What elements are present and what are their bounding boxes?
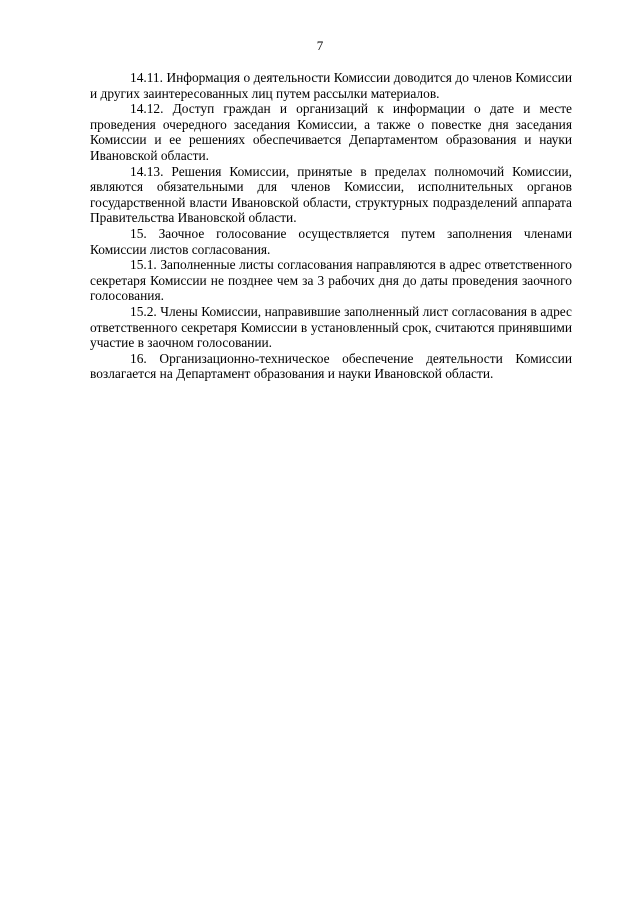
paragraph-14-12: 14.12. Доступ граждан и организаций к информации о дате и месте проведения очередного заседания Комиссии, а также о повестке дня заседания Комиссии и ее решениях обеспечивается Департаментом образования и науки Ивановской области. xyxy=(90,101,572,163)
paragraph-15: 15. Заочное голосование осуществляется путем заполнения членами Комиссии листов согласования. xyxy=(90,225,572,257)
paragraph-15-1: 15.1. Заполненные листы согласования направляются в адрес ответственного секретаря Комиссии не позднее чем за 3 рабочих дня до даты проведения заочного голосования. xyxy=(90,257,572,304)
paragraph-14-13: 14.13. Решения Комиссии, принятые в пределах полномочий Комиссии, являются обязательными для членов Комиссии, исполнительных органов государственной власти Ивановской области, структурных подразделений аппарата Правительства Ивановской области. xyxy=(90,163,572,226)
paragraph-16: 16. Организационно-техническое обеспечение деятельности Комиссии возлагается на Департамент образования и науки Ивановской области. xyxy=(90,350,572,382)
document-body xyxy=(90,70,572,382)
paragraph-14-11: 14.11. Информация о деятельности Комиссии доводится до членов Комиссии и других заинтересованных лиц путем рассылки материалов. xyxy=(90,70,572,101)
page-number: 7 xyxy=(316,38,324,53)
paragraph-15-2: 15.2. Члены Комиссии, направившие заполненный лист согласования в адрес ответственного секретаря Комиссии в установленный срок, считаются принявшими участие в заочном голосовании. xyxy=(90,303,572,351)
